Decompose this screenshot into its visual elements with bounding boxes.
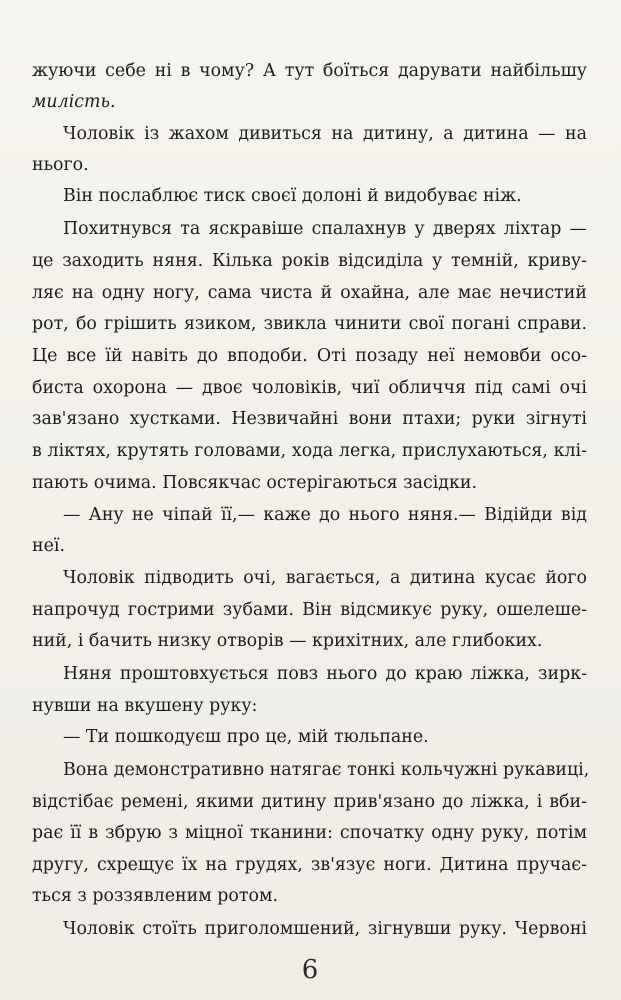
- text-line: в ліктях, крутять головами, хода легка, прислухаються, клі-: [32, 441, 587, 461]
- text-line: нього.: [32, 155, 89, 175]
- text-line: зав'язано хустками. Незвичайні вони птахи; руки зігнуті: [32, 409, 587, 429]
- text-line: — Ти пошкодуєш про це, мій тюльпане.: [63, 727, 429, 747]
- text-line: — Ану не чіпай її,— каже до нього няня.— Відійди від: [63, 505, 587, 525]
- text-line: рот, бо грішить язиком, звикла чинити свої погані справи.: [32, 314, 587, 334]
- text-line: відстібає ремені, якими дитину прив'язано до ліжка, і вби-: [32, 792, 587, 812]
- text-line: Чоловік стоїть приголомшений, зігнувши руку. Червоні: [63, 919, 587, 939]
- text-line: [32, 87, 587, 117]
- text-line: другу, схрещує їх на грудях, зв'язує ноги. Дитина пручає-: [32, 855, 587, 875]
- text-line: Це все їй навіть до вподоби. Оті позаду неї немовби осо-: [32, 346, 587, 366]
- text-line: Він послаблює тиск своєї долоні й видобуває ніж.: [63, 186, 522, 206]
- text-line: Няня проштовхується повз нього до краю ліжка, зирк-: [63, 664, 587, 684]
- text-line: Похитнувся та яскравіше спалахнув у дверях ліхтар —: [63, 219, 587, 239]
- text-line: нувши на вкушену руку:: [32, 696, 258, 716]
- italic-word: милість.: [32, 92, 116, 112]
- text-line: рає її в збрую з міцної тканини: спочатку одну руку, потім: [32, 823, 587, 843]
- text-line: неї.: [32, 536, 65, 556]
- text-line: пають очима. Повсякчас остерігаються засідки.: [32, 473, 477, 493]
- text-line: жуючи себе ні в чому? А тут боїться дарувати найбільшу: [32, 61, 587, 81]
- text-line: ляє на одну ногу, сама чиста й охайна, але має нечистий: [32, 283, 587, 303]
- text-line: це заходить няня. Кілька років відсиділа у темній, криву-: [32, 251, 587, 271]
- page-number: 6: [301, 955, 319, 985]
- text-line: Чоловік із жахом дивиться на дитину, а дитина — на: [63, 124, 587, 144]
- text-line: напрочуд гострими зубами. Він відсмикує руку, ошелеше-: [32, 600, 587, 620]
- text-line: биста охорона — двоє чоловіків, чиї обличчя під самі очі: [32, 378, 587, 398]
- text-line: ний, і бачить низку отворів — крихітних, але глибоких.: [32, 631, 543, 651]
- text-line: Вона демонстративно натягає тонкі кольчужні рукавиці,: [63, 760, 590, 780]
- text-line: ться з роззявленим ротом.: [32, 886, 278, 906]
- text-line: Чоловік підводить очі, вагається, а дитина кусає його: [63, 568, 587, 588]
